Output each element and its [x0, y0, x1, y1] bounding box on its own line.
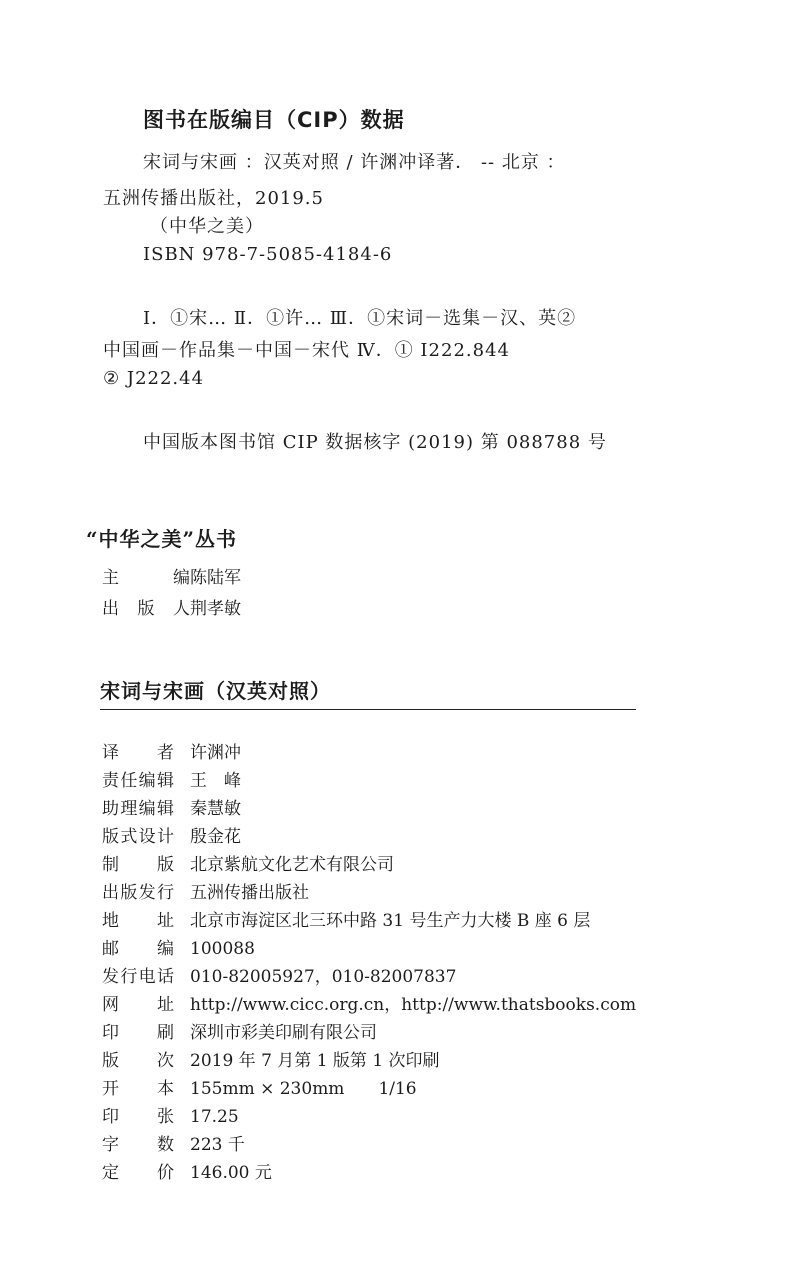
- info-label: 版式设计: [102, 827, 174, 847]
- book-title: 宋词与宋画（汉英对照）: [100, 679, 331, 703]
- info-label: 责任编辑: [102, 771, 174, 791]
- info-row-format: [102, 1074, 417, 1099]
- info-row-sheets: [102, 1102, 239, 1127]
- info-value: 殷金花: [190, 827, 241, 847]
- cip-line-classification-2: 中国画－作品集－中国－宋代 Ⅳ．① I222.844: [103, 340, 510, 361]
- info-row-plate-making: [102, 850, 394, 875]
- info-value: 王 峰: [190, 771, 241, 791]
- info-row-assistant-editor: [102, 794, 241, 819]
- info-value: 深圳市彩美印刷有限公司: [190, 1023, 377, 1043]
- cip-heading: 图书在版编目（CIP）数据: [143, 108, 405, 132]
- series-row-label: 主编: [102, 568, 190, 588]
- info-label: 印张: [102, 1107, 174, 1127]
- info-label: 地址: [102, 911, 174, 931]
- info-value: 秦慧敏: [190, 799, 241, 819]
- cip-line-title: 宋词与宋画 ：汉英对照 / 许渊冲译著． -- 北京 ：: [143, 152, 566, 173]
- info-label: 版次: [102, 1051, 174, 1071]
- info-row-printer: [102, 1018, 377, 1043]
- info-value: 2019 年 7 月第 1 版第 1 次印刷: [190, 1051, 440, 1071]
- info-row-website: [102, 990, 636, 1015]
- cip-line-publisher: 五洲传播出版社，2019.5: [103, 188, 324, 209]
- info-row-price: [102, 1158, 272, 1183]
- info-row-word-count: [102, 1130, 245, 1155]
- info-row-phone: [102, 962, 456, 987]
- info-value: 010-82005927，010-82007837: [190, 967, 457, 987]
- info-value: 100088: [190, 939, 255, 959]
- series-row-value: 陈陆军: [190, 568, 241, 588]
- info-value: 17.25: [190, 1107, 239, 1127]
- info-label: 制版: [102, 855, 174, 875]
- info-label: 印刷: [102, 1023, 174, 1043]
- info-value: 许渊冲: [190, 743, 241, 763]
- title-divider: [100, 709, 636, 710]
- series-title: “中华之美”丛书: [86, 527, 238, 551]
- info-row-edition: [102, 1046, 440, 1071]
- info-label: 字数: [102, 1135, 174, 1155]
- cip-line-series: （中华之美）: [150, 216, 264, 237]
- info-value: 五洲传播出版社: [190, 883, 309, 903]
- info-label: 发行电话: [102, 967, 174, 987]
- info-label: 助理编辑: [102, 799, 174, 819]
- info-row-postcode: [102, 934, 255, 959]
- info-value: 北京紫航文化艺术有限公司: [190, 855, 394, 875]
- info-row-layout-design: [102, 822, 241, 847]
- cip-line-isbn: ISBN 978-7-5085-4184-6: [143, 244, 393, 265]
- info-label: 出版发行: [102, 883, 174, 903]
- info-label: 邮编: [102, 939, 174, 959]
- info-value: 146.00 元: [190, 1163, 272, 1183]
- cip-record-number: 中国版本图书馆 CIP 数据核字 (2019) 第 088788 号: [143, 432, 607, 453]
- info-row-editor: [102, 766, 241, 791]
- series-row-label: 出版人: [102, 599, 190, 619]
- info-label: 译者: [102, 743, 174, 763]
- cip-line-classification-1: Ⅰ．①宋… Ⅱ．①许… Ⅲ．①宋词－选集－汉、英②: [143, 308, 577, 329]
- info-label: 开本: [102, 1079, 174, 1099]
- series-row-value: 荆孝敏: [190, 599, 241, 619]
- series-row-editor: [102, 563, 241, 588]
- info-value: 155mm × 230mm: [190, 1079, 345, 1099]
- info-label: 网址: [102, 995, 174, 1015]
- info-value: http://www.cicc.org.cn，http://www.thatsbooks.com: [190, 995, 637, 1015]
- info-row-translator: [102, 738, 241, 763]
- info-row-address: [102, 906, 590, 931]
- info-value: 北京市海淀区北三环中路 31 号生产力大楼 B 座 6 层: [190, 911, 591, 931]
- info-row-distribution: [102, 878, 309, 903]
- series-row-publisher: [102, 594, 241, 619]
- info-value-format-extra: 1/16: [378, 1079, 417, 1099]
- info-label: 定价: [102, 1163, 174, 1183]
- cip-line-classification-3: ② J222.44: [103, 368, 205, 389]
- info-value: 223 千: [190, 1135, 245, 1155]
